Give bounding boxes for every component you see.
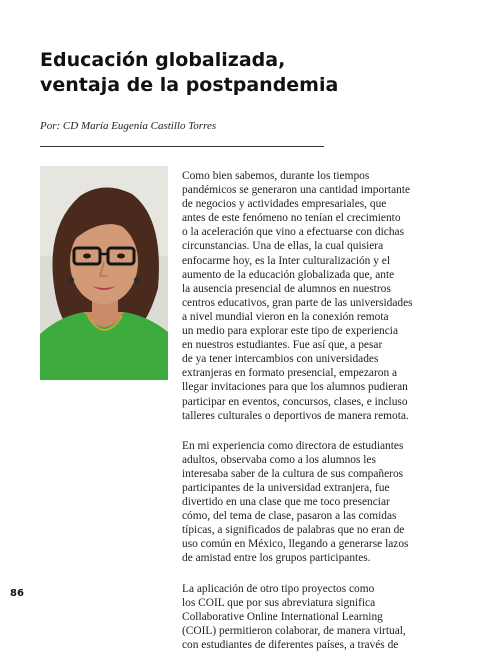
body-line: de negocios y actividades empresariales, que (182, 198, 387, 211)
article-title-line-1: Educación globalizada, (40, 49, 286, 71)
body-line: de ya tener intercambios con universidades (182, 353, 379, 366)
body-line: enfocarme hoy, es la Inter culturalización y el (182, 254, 390, 267)
body-line: Como bien sabemos, durante los tiempos (182, 170, 370, 182)
body-line: a nivel mundial vieron en la conexión remota (182, 310, 389, 323)
body-paragraph-1 (182, 169, 456, 423)
body-line: (COIL) permitieron colaborar, de manera virtual, (182, 624, 406, 637)
body-line: un medio para explorar este tipo de experiencia (182, 325, 399, 338)
body-line: participar en eventos, concursos, clases, e incluso (182, 395, 408, 408)
body-line: participantes de la universidad extranjera, fue (182, 481, 390, 494)
body-line: la ausencia presencial de alumnos en nuestros (182, 282, 391, 295)
body-line: llegar invitaciones para que los alumnos pudieran (182, 381, 408, 394)
body-line: antes de este fenómeno no tenían el crecimiento (182, 212, 401, 225)
body-line: La aplicación de otro tipo proyectos como (182, 582, 375, 595)
body-line: en nuestros estudiantes. Fue así que, a pesar (182, 339, 383, 352)
author-photo (40, 166, 168, 380)
body-line: En mi experiencia como directora de estudiantes (182, 439, 404, 452)
body-line: Collaborative Online International Learning (182, 610, 383, 623)
page-number: 86 (10, 588, 24, 599)
body-line: o la aceleración que vino a efectuarse con dichas (182, 226, 405, 239)
byline-divider (40, 146, 324, 147)
body-line: extranjeras en formato presencial, empezaron a (182, 367, 398, 380)
article-title (40, 48, 460, 98)
body-paragraph-2 (182, 439, 456, 566)
body-line: divertido en una clase que me toco presenciar (182, 496, 390, 509)
body-line: típicas, a significados de palabras que no eran de (182, 524, 405, 537)
body-line: centros educativos, gran parte de las universidades (182, 296, 413, 309)
article-body (182, 169, 456, 668)
body-line: uso común en México, llegando a generarse lazos (182, 538, 409, 551)
body-line: interesaba saber de la cultura de sus compañeros (182, 467, 404, 480)
body-line: circunstancias. Una de ellas, la cual quisiera (182, 240, 384, 253)
body-line: aumento de la educación globalizada que, ante (182, 268, 395, 281)
body-line: con estudiantes de diferentes países, a través de (182, 638, 399, 651)
body-line: los COIL que por sus abreviatura significa (182, 596, 376, 609)
body-line: adultos, observaba como a los alumnos les (182, 453, 376, 466)
body-line: talleres culturales o deportivos de manera remota. (182, 409, 409, 422)
author-byline: Por: CD María Eugenia Castillo Torres (40, 120, 217, 132)
body-line: cómo, del tema de clase, pasaron a las comidas (182, 510, 397, 523)
body-line: de amistad entre los grupos participantes. (182, 552, 371, 565)
article-title-line-2: ventaja de la postpandemia (40, 74, 339, 96)
body-paragraph-3 (182, 582, 456, 652)
body-line: pandémicos se generaron una cantidad importante (182, 184, 411, 197)
